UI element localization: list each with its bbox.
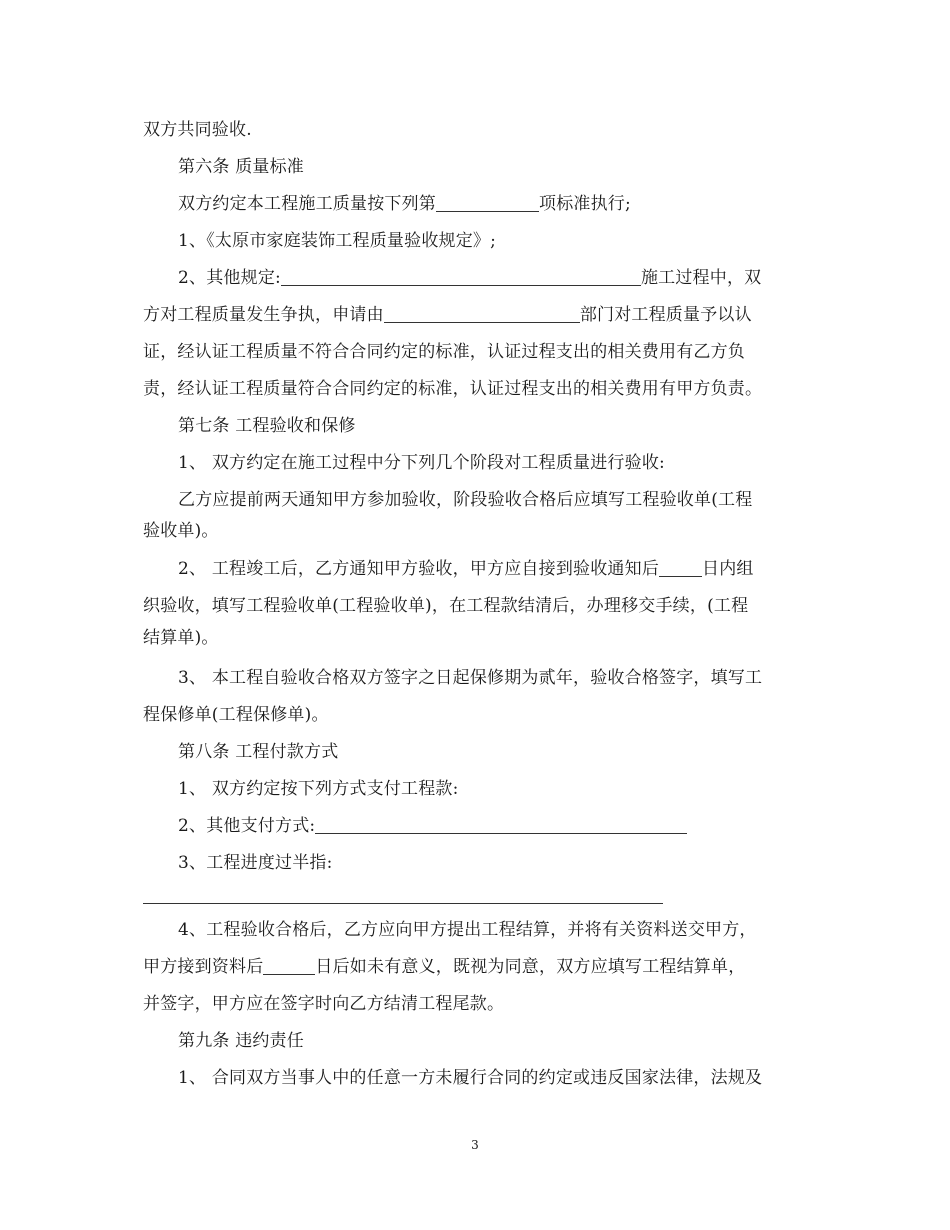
blank-line [436, 193, 539, 212]
text-line: 4、工程验收合格后，乙方应向甲方提出工程结算，并将有关资料送交甲方， [178, 920, 757, 940]
text-line: 2、 工程竣工后，乙方通知甲方验收，甲方应自接到验收通知后 日内组 [178, 559, 754, 579]
text-line: 乙方应提前两天通知甲方参加验收，阶段验收合格后应填写工程验收单(工程 [178, 490, 753, 510]
article-7-heading: 第七条 工程验收和保修 [178, 416, 356, 436]
article-9-heading: 第九条 违约责任 [178, 1031, 305, 1051]
text-line: 织验收，填写工程验收单(工程验收单)，在工程款结清后，办理移交手续，(工程 [143, 596, 749, 616]
text-line: 2、其他规定: 施工过程中，双 [178, 268, 762, 288]
text-line: 责，经认证工程质量符合合同约定的标准，认证过程支出的相关费用有甲方负责。 [143, 379, 763, 399]
blank-line [384, 304, 580, 323]
blank-line [315, 815, 687, 834]
text-line: 甲方接到资料后 日后如未有意义，既视为同意，双方应填写工程结算单， [143, 957, 746, 977]
blank-line [143, 903, 663, 904]
article-8-heading: 第八条 工程付款方式 [178, 742, 339, 762]
text-line: 证，经认证工程质量不符合合同约定的标准，认证过程支出的相关费用有乙方负 [143, 342, 745, 362]
text-line: 双方共同验收. [143, 120, 252, 140]
text-line: 3、 本工程自验收合格双方签字之日起保修期为贰年，验收合格签字，填写工 [178, 668, 763, 688]
text-line: 程保修单(工程保修单)。 [143, 705, 329, 725]
blank-line [263, 956, 315, 975]
article-6-heading: 第六条 质量标准 [178, 157, 305, 177]
blank-line [659, 558, 702, 577]
text-line: 结算单)。 [143, 628, 219, 648]
text-line: 1、 双方约定在施工过程中分下列几个阶段对工程质量进行验收: [178, 453, 665, 473]
text-line: 并签字，甲方应在签字时向乙方结清工程尾款。 [143, 994, 505, 1014]
text-line: 2、其他支付方式: [178, 814, 813, 838]
text-line: 1、《太原市家庭装饰工程质量验收规定》; [178, 231, 497, 251]
blank-line [281, 267, 641, 286]
text-line: 1、 合同双方当事人中的任意一方未履行合同的约定或违反国家法律，法规及 [178, 1068, 763, 1088]
text-line: 方对工程质量发生争执，申请由 部门对工程质量予以认 [143, 305, 752, 325]
text-line: 1、 双方约定按下列方式支付工程款: [178, 779, 459, 799]
text-line: 双方约定本工程施工质量按下列第 项标准执行; [178, 194, 631, 214]
page-number: 3 [471, 1138, 479, 1152]
text-line: 验收单)。 [143, 521, 219, 541]
text-line: 3、工程进度过半指: [178, 853, 333, 873]
